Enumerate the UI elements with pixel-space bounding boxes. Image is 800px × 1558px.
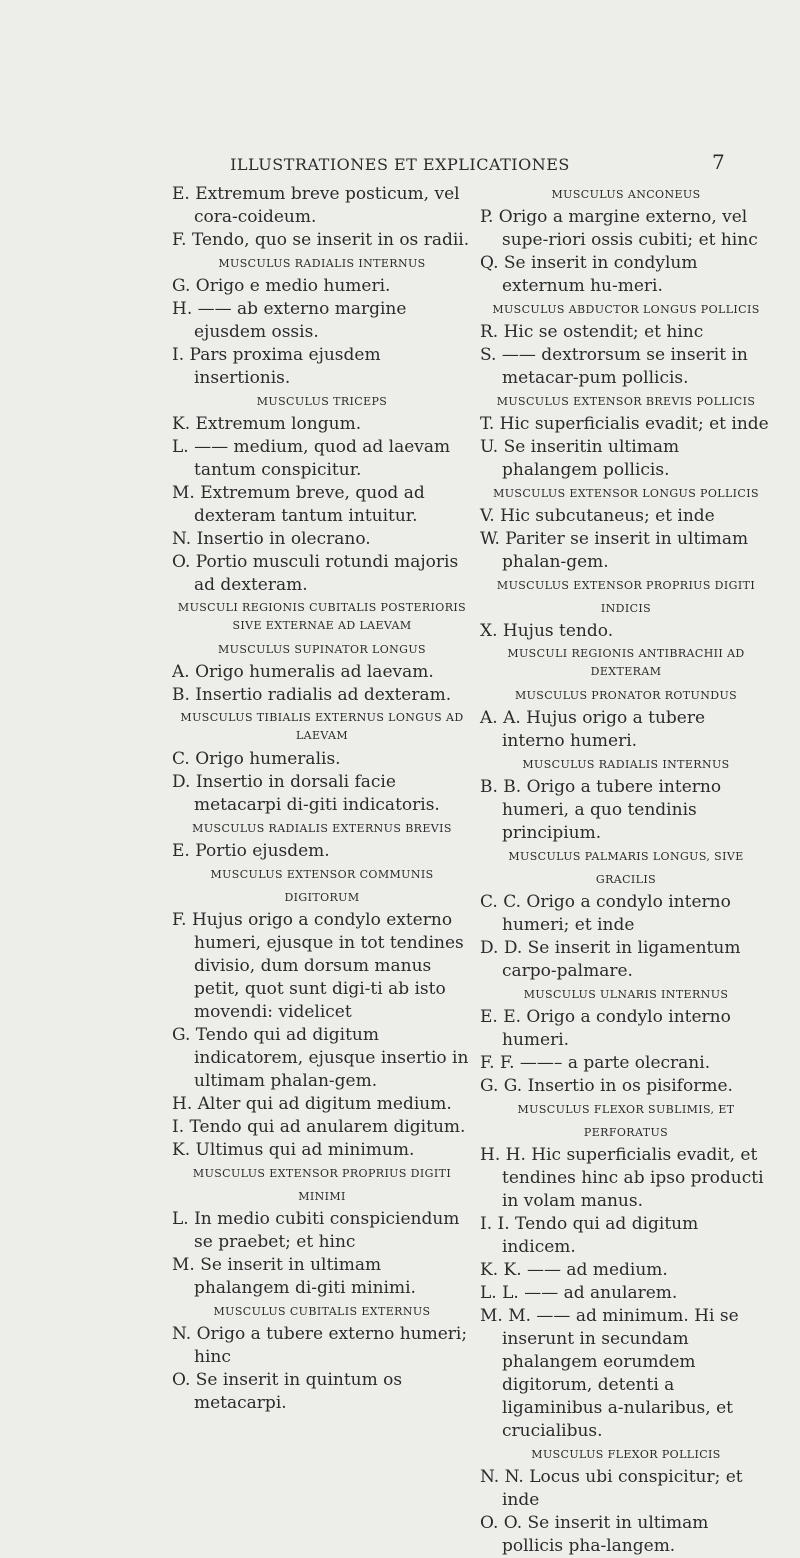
legend-entry: R. Hic se ostendit; et hinc: [480, 322, 704, 342]
legend-entry: G. Tendo qui ad digitum indicatorem, ejusque insertio in ultimam phalan-gem.: [172, 1025, 469, 1091]
section-heading: MUSCULUS PALMARIS LONGUS, SIVE GRACILIS: [508, 850, 744, 886]
legend-entry: M. M. —— ad minimum. Hi se inserunt in secundam phalangem eorumdem digitorum, detenti a ligaminibus a-nularibus, et crucialibus.: [480, 1306, 739, 1441]
legend-entry: A. Origo humeralis ad laevam.: [172, 662, 434, 682]
section-heading: MUSCULUS EXTENSOR COMMUNIS DIGITORUM: [210, 868, 434, 904]
legend-entry: O. Se inserit in quintum os metacarpi.: [172, 1370, 403, 1413]
legend-entry: K. Extremum longum.: [172, 414, 362, 434]
legend-entry: H. H. Hic superficialis evadit, et tendines hinc ab ipso producti in volam manus.: [480, 1145, 764, 1211]
section-heading: MUSCULUS RADIALIS INTERNUS: [522, 758, 730, 771]
right-column: [480, 183, 772, 1558]
section-heading: MUSCULUS EXTENSOR BREVIS POLLICIS: [496, 395, 756, 408]
legend-entry: K. K. —— ad medium.: [480, 1260, 668, 1280]
legend-entry: M. Extremum breve, quod ad dexteram tantum intuitur.: [172, 483, 425, 526]
section-heading: MUSCULUS SUPINATOR LONGUS: [218, 643, 426, 656]
legend-entry: X. Hujus tendo.: [480, 621, 614, 641]
legend-entry: V. Hic subcutaneus; et inde: [480, 506, 715, 526]
section-heading: MUSCULUS ANCONEUS: [551, 188, 701, 201]
section-heading: MUSCULUS TIBIALIS EXTERNUS LONGUS AD LAEVAM: [180, 711, 464, 742]
legend-entry: I. Pars proxima ejusdem insertionis.: [172, 345, 381, 388]
running-header: ILLUSTRATIONES ET EXPLICATIONES: [230, 155, 570, 174]
legend-entry: N. Insertio in olecrano.: [172, 529, 371, 549]
section-heading: MUSCULUS FLEXOR POLLICIS: [531, 1448, 721, 1461]
section-heading: MUSCULUS RADIALIS INTERNUS: [218, 257, 426, 270]
section-heading: MUSCULUS ABDUCTOR LONGUS POLLICIS: [492, 303, 760, 316]
section-heading: MUSCULUS CUBITALIS EXTERNUS: [213, 1305, 431, 1318]
legend-entry: P. Origo a margine externo, vel supe-riori ossis cubiti; et hinc: [480, 207, 758, 250]
section-heading: MUSCULI REGIONIS CUBITALIS POSTERIORIS SIVE EXTERNAE AD LAEVAM: [177, 601, 467, 632]
left-column: [172, 183, 472, 1415]
legend-entry: I. Tendo qui ad anularem digitum.: [172, 1117, 466, 1137]
legend-entry: E. E. Origo a condylo interno humeri.: [480, 1007, 731, 1050]
legend-entry: L. —— medium, quod ad laevam tantum conspicitur.: [172, 437, 451, 480]
legend-entry: H. Alter qui ad digitum medium.: [172, 1094, 452, 1114]
section-heading: MUSCULUS RADIALIS EXTERNUS BREVIS: [192, 822, 452, 835]
legend-entry: F. Tendo, quo se inserit in os radii.: [172, 230, 470, 250]
legend-entry: W. Pariter se inserit in ultimam phalan-gem.: [480, 529, 749, 572]
section-heading: MUSCULUS FLEXOR SUBLIMIS, ET PERFORATUS: [517, 1103, 735, 1139]
page-number: 7: [712, 150, 725, 174]
legend-entry: A. A. Hujus origo a tubere interno humeri.: [480, 708, 706, 751]
legend-entry: B. B. Origo a tubere interno humeri, a quo tendinis principium.: [480, 777, 722, 843]
legend-entry: D. Insertio in dorsali facie metacarpi di-giti indicatoris.: [172, 772, 440, 815]
legend-entry: K. Ultimus qui ad minimum.: [172, 1140, 415, 1160]
legend-entry: L. L. —— ad anularem.: [480, 1283, 678, 1303]
section-heading: MUSCULUS EXTENSOR PROPRIUS DIGITI MINIMI: [192, 1167, 452, 1203]
legend-entry: O. O. Se inserit in ultimam pollicis pha-langem.: [480, 1513, 709, 1556]
legend-entry: G. Origo e medio humeri.: [172, 276, 391, 296]
legend-entry: Q. Se inserit in condylum externum hu-meri.: [480, 253, 698, 296]
section-heading: MUSCULUS PRONATOR ROTUNDUS: [514, 689, 738, 702]
legend-entry: M. Se inserit in ultimam phalangem di-giti minimi.: [172, 1255, 416, 1298]
legend-entry: H. —— ab externo margine ejusdem ossis.: [172, 299, 407, 342]
section-heading: MUSCULI REGIONIS ANTIBRACHII AD DEXTERAM: [507, 647, 745, 678]
legend-entry: T. Hic superficialis evadit; et inde: [480, 414, 769, 434]
legend-entry: U. Se inseritin ultimam phalangem pollicis.: [480, 437, 680, 480]
legend-entry: D. D. Se inserit in ligamentum carpo-palmare.: [480, 938, 741, 981]
legend-entry: N. N. Locus ubi conspicitur; et inde: [480, 1467, 743, 1510]
legend-entry: B. Insertio radialis ad dexteram.: [172, 685, 452, 705]
legend-entry: S. —— dextrorsum se inserit in metacar-pum pollicis.: [480, 345, 748, 388]
legend-entry: I. I. Tendo qui ad digitum indicem.: [480, 1214, 699, 1257]
legend-entry: C. Origo humeralis.: [172, 749, 341, 769]
legend-entry: E. Portio ejusdem.: [172, 841, 330, 861]
legend-entry: C. C. Origo a condylo interno humeri; et inde: [480, 892, 731, 935]
legend-entry: F. Hujus origo a condylo externo humeri, ejusque in tot tendines divisio, dum dorsum manus petit, quot sunt digi-ti ab isto movendi: videlicet: [172, 910, 464, 1022]
legend-entry: G. G. Insertio in os pisiforme.: [480, 1076, 733, 1096]
legend-entry: F. F. ——– a parte olecrani.: [480, 1053, 711, 1073]
legend-entry: O. Portio musculi rotundi majoris ad dexteram.: [172, 552, 459, 595]
legend-entry: L. In medio cubiti conspiciendum se praebet; et hinc: [172, 1209, 460, 1252]
legend-entry: N. Origo a tubere externo humeri; hinc: [172, 1324, 468, 1367]
legend-entry: E. Extremum breve posticum, vel cora-coideum.: [172, 184, 460, 227]
section-heading: MUSCULUS EXTENSOR PROPRIUS DIGITI INDICIS: [496, 579, 756, 615]
section-heading: MUSCULUS ULNARIS INTERNUS: [523, 988, 729, 1001]
section-heading: MUSCULUS EXTENSOR LONGUS POLLICIS: [493, 487, 759, 500]
section-heading: MUSCULUS TRICEPS: [256, 395, 388, 408]
